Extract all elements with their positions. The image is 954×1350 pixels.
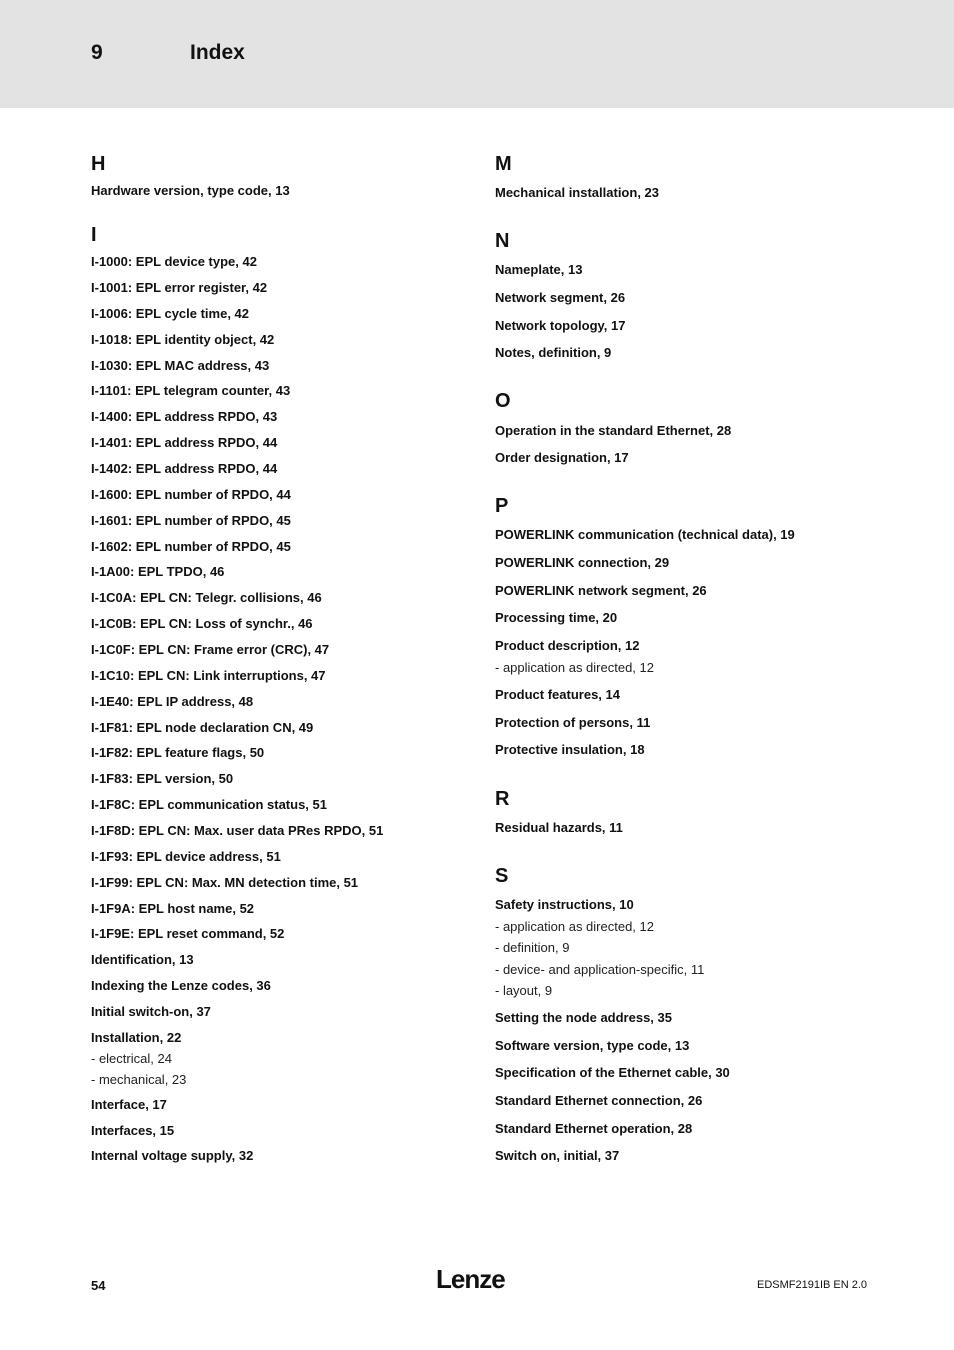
index-entry[interactable]: Specification of the Ethernet cable, 30 [495,1065,730,1080]
index-entry[interactable]: I-1F99: EPL CN: Max. MN detection time, 51 [91,875,359,890]
index-entry[interactable]: I-1601: EPL number of RPDO, 45 [91,513,291,528]
index-entry[interactable]: Safety instructions, 10 [495,897,634,912]
section-letter-s: S [495,865,509,887]
index-entry[interactable]: I-1030: EPL MAC address, 43 [91,358,270,373]
index-entry[interactable]: I-1C0B: EPL CN: Loss of synchr., 46 [91,616,313,631]
index-entry[interactable]: Network segment, 26 [495,290,626,305]
index-entry[interactable]: Indexing the Lenze codes, 36 [91,978,271,993]
index-entry[interactable]: Interfaces, 15 [91,1123,175,1138]
index-subentry[interactable]: - application as directed, 12 [495,660,654,675]
lenze-logo: Lenze [436,1264,505,1294]
index-entry[interactable]: Order designation, 17 [495,450,629,465]
index-entry[interactable]: Product features, 14 [495,687,620,702]
index-subentry[interactable]: - device- and application-specific, 11 [495,962,705,977]
index-subentry[interactable]: - application as directed, 12 [495,919,654,934]
index-entry[interactable]: Hardware version, type code, 13 [91,183,290,198]
index-entry[interactable]: I-1F8C: EPL communication status, 51 [91,797,327,812]
index-entry[interactable]: I-1E40: EPL IP address, 48 [91,694,254,709]
section-letter-o: O [495,390,511,412]
section-letter-i: I [91,224,97,246]
index-entry[interactable]: Internal voltage supply, 32 [91,1148,254,1163]
index-entry[interactable]: POWERLINK communication (technical data), 19 [495,527,795,542]
index-entry[interactable]: Standard Ethernet connection, 26 [495,1093,703,1108]
index-entry[interactable]: Protective insulation, 18 [495,742,645,757]
index-subentry[interactable]: - definition, 9 [495,940,570,955]
chapter-number: 9 [91,41,103,64]
index-entry[interactable]: I-1F9A: EPL host name, 52 [91,901,255,916]
index-subentry[interactable]: - layout, 9 [495,983,553,998]
index-subentry[interactable]: - electrical, 24 [91,1051,172,1066]
index-entry[interactable]: Setting the node address, 35 [495,1010,672,1025]
index-entry[interactable]: I-1C0F: EPL CN: Frame error (CRC), 47 [91,642,330,657]
header-band [0,0,954,108]
index-entry[interactable]: Interface, 17 [91,1097,167,1112]
page-number: 54 [91,1278,106,1293]
index-entry[interactable]: I-1000: EPL device type, 42 [91,254,257,269]
index-entry[interactable]: Product description, 12 [495,638,640,653]
index-entry[interactable]: Processing time, 20 [495,610,618,625]
index-entry[interactable]: Residual hazards, 11 [495,820,623,835]
index-entry[interactable]: Protection of persons, 11 [495,715,651,730]
index-entry[interactable]: I-1402: EPL address RPDO, 44 [91,461,278,476]
index-entry[interactable]: Standard Ethernet operation, 28 [495,1121,693,1136]
index-subentry[interactable]: - mechanical, 23 [91,1072,187,1087]
index-entry[interactable]: I-1F9E: EPL reset command, 52 [91,926,285,941]
section-letter-n: N [495,230,510,252]
index-entry[interactable]: Initial switch-on, 37 [91,1004,211,1019]
section-letter-r: R [495,788,510,810]
section-letter-h: H [91,153,106,175]
index-entry[interactable]: Software version, type code, 13 [495,1038,690,1053]
index-entry[interactable]: I-1101: EPL telegram counter, 43 [91,383,291,398]
index-entry[interactable]: I-1018: EPL identity object, 42 [91,332,275,347]
index-entry[interactable]: POWERLINK network segment, 26 [495,583,707,598]
index-entry[interactable]: POWERLINK connection, 29 [495,555,670,570]
index-entry[interactable]: I-1F83: EPL version, 50 [91,771,234,786]
index-entry[interactable]: I-1F81: EPL node declaration CN, 49 [91,720,314,735]
index-entry[interactable]: I-1001: EPL error register, 42 [91,280,268,295]
index-entry[interactable]: I-1400: EPL address RPDO, 43 [91,409,278,424]
index-entry[interactable]: Notes, definition, 9 [495,345,612,360]
index-entry[interactable]: Operation in the standard Ethernet, 28 [495,423,732,438]
chapter-title: Index [190,41,245,64]
index-entry[interactable]: Mechanical installation, 23 [495,185,659,200]
index-entry[interactable]: I-1401: EPL address RPDO, 44 [91,435,278,450]
index-entry[interactable]: I-1F93: EPL device address, 51 [91,849,281,864]
index-entry[interactable]: Nameplate, 13 [495,262,583,277]
index-entry[interactable]: I-1F8D: EPL CN: Max. user data PRes RPDO, 51 [91,823,384,838]
index-entry[interactable]: I-1006: EPL cycle time, 42 [91,306,250,321]
index-entry[interactable]: Installation, 22 [91,1030,182,1045]
index-entry[interactable]: I-1C0A: EPL CN: Telegr. collisions, 46 [91,590,322,605]
index-entry[interactable]: I-1C10: EPL CN: Link interruptions, 47 [91,668,326,683]
index-entry[interactable]: I-1A00: EPL TPDO, 46 [91,564,225,579]
index-entry[interactable]: Identification, 13 [91,952,194,967]
index-entry[interactable]: I-1602: EPL number of RPDO, 45 [91,539,291,554]
index-entry[interactable]: I-1F82: EPL feature flags, 50 [91,745,265,760]
document-id: EDSMF2191IB EN 2.0 [757,1279,868,1291]
section-letter-p: P [495,495,509,517]
section-letter-m: M [495,153,512,175]
index-entry[interactable]: Network topology, 17 [495,318,626,333]
index-entry[interactable]: I-1600: EPL number of RPDO, 44 [91,487,291,502]
index-entry[interactable]: Switch on, initial, 37 [495,1148,620,1163]
